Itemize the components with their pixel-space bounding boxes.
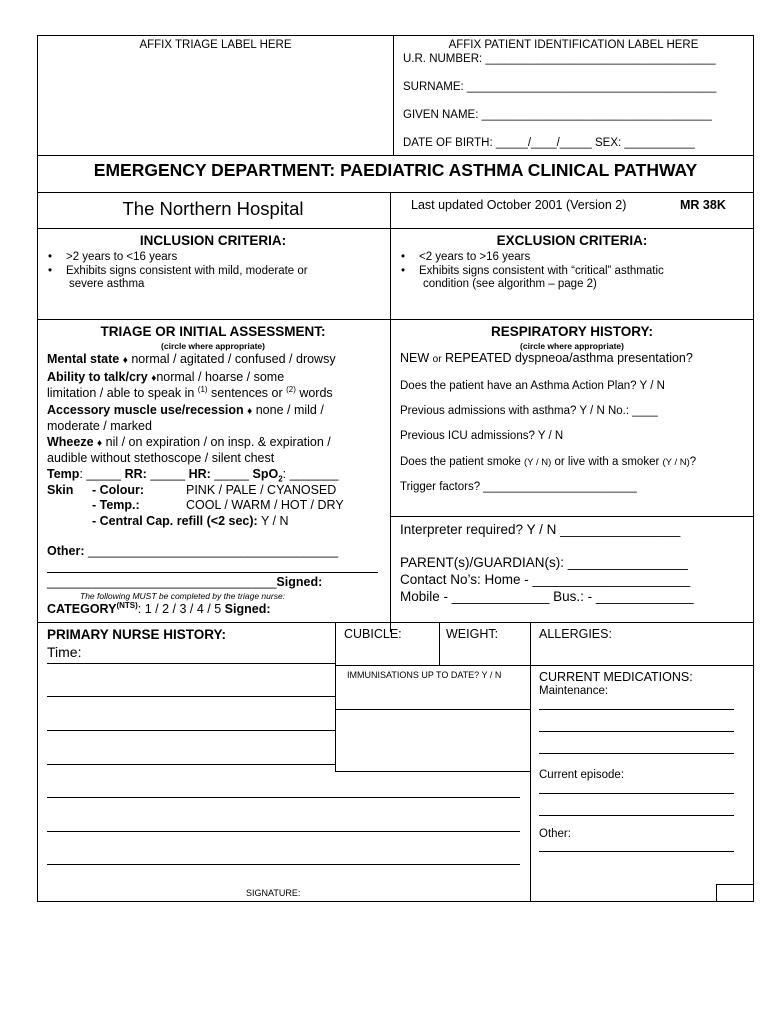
talk-options-text: words <box>295 386 333 401</box>
ur-number-field[interactable]: U.R. NUMBER: ____________________________________ <box>403 53 716 65</box>
weight-label: WEIGHT: <box>446 627 499 641</box>
resp-text: REPEATED dyspneoa/asthma presentation? <box>441 351 693 365</box>
hospital-name: The Northern Hospital <box>122 198 304 219</box>
sign-line: _________________________________ <box>47 575 277 589</box>
inclusion-heading: INCLUSION CRITERIA: <box>139 233 287 248</box>
other-field: ____________________________________ <box>84 544 339 558</box>
accessory-label: Accessory muscle use/recession <box>47 403 244 417</box>
divider <box>390 516 754 517</box>
notes-line[interactable] <box>47 797 520 798</box>
notes-line[interactable] <box>47 696 335 697</box>
skin-temp-options[interactable]: COOL / WARM / HOT / DRY <box>186 498 344 512</box>
divider <box>37 192 754 193</box>
meds-line <box>539 709 734 710</box>
divider <box>37 155 754 156</box>
exclusion-list <box>397 250 747 278</box>
wheeze-options[interactable]: nil / on expiration / on insp. & expiration / <box>102 435 331 449</box>
divider <box>37 228 754 229</box>
nurse-heading: PRIMARY NURSE HISTORY: <box>47 627 227 642</box>
spo2-subscript: 2 <box>278 474 283 484</box>
divider <box>439 622 440 666</box>
resp-text: NEW <box>400 351 433 365</box>
diamond-icon: ♦ <box>122 355 128 366</box>
meds-line <box>539 793 734 794</box>
header-divider <box>393 35 394 155</box>
list-item-continuation: severe asthma <box>69 278 145 290</box>
signed-row[interactable] <box>47 575 322 589</box>
category-label: CATEGORY <box>47 602 117 617</box>
patient-label-title: AFFIX PATIENT IDENTIFICATION LABEL HERE <box>448 39 699 51</box>
skin-temp-label: - Temp.: <box>92 498 140 512</box>
cubicle-label: CUBICLE: <box>344 627 402 641</box>
list-item: • >2 years to <16 years <box>44 250 384 264</box>
exclusion-heading: EXCLUSION CRITERIA: <box>496 233 648 248</box>
cap-refill-label: - Central Cap. refill (<2 sec): <box>92 514 258 528</box>
interpreter-field[interactable]: Interpreter required? Y / N ________________ <box>400 522 681 537</box>
given-name-field[interactable]: GIVEN NAME: ____________________________________ <box>403 109 712 121</box>
talk-options-text: sentences or <box>207 386 287 401</box>
meds-line <box>539 815 734 816</box>
circle-note: (circle where appropriate) <box>520 341 624 351</box>
time-line <box>47 663 335 664</box>
notes-line[interactable] <box>47 864 520 865</box>
resp-text: (Y / N) <box>524 457 552 468</box>
surname-field[interactable]: SURNAME: _______________________________________ <box>403 81 717 93</box>
talk-label: Ability to talk/cry <box>47 370 148 384</box>
wheeze-options-2[interactable]: audible without stethoscope / silent chest <box>47 451 275 465</box>
time-label: Time: <box>47 644 82 660</box>
notes-line[interactable] <box>47 831 520 832</box>
cap-refill-options[interactable]: Y / N <box>260 514 289 528</box>
other-row[interactable] <box>47 544 338 558</box>
cap-refill-row <box>92 514 289 528</box>
talk-row-1 <box>47 370 284 384</box>
last-updated: Last updated October 2001 (Version 2) <box>411 198 627 212</box>
hr-field: _____ <box>210 467 253 481</box>
meds-line <box>539 731 734 732</box>
maintenance-label: Maintenance: <box>539 685 609 697</box>
spo2-field: : _______ <box>282 467 339 481</box>
resp-q-triggers[interactable]: Trigger factors? ________________________ <box>400 481 637 493</box>
superscript: (1) <box>197 385 208 394</box>
resp-q-icu[interactable]: Previous ICU admissions? Y / N <box>400 430 564 442</box>
colour-options[interactable]: PINK / PALE / CYANOSED <box>186 483 337 497</box>
resp-heading: RESPIRATORY HISTORY: <box>490 324 654 339</box>
list-item: • Exhibits signs consistent with mild, moderate or <box>44 264 384 278</box>
meds-line <box>539 851 734 852</box>
rr-label: RR: <box>124 467 147 481</box>
vitals-row[interactable] <box>47 467 338 484</box>
page-title: EMERGENCY DEPARTMENT: PAEDIATRIC ASTHMA CLINICAL PATHWAY <box>93 160 698 180</box>
resp-text: Does the patient smoke <box>400 456 525 468</box>
list-item: • <2 years to >16 years <box>397 250 747 264</box>
talk-row-2[interactable] <box>47 385 333 400</box>
resp-q-action-plan[interactable]: Does the patient have an Asthma Action Plan? Y / N <box>400 380 665 392</box>
allergies-label: ALLERGIES: <box>539 627 612 641</box>
parent-guardian-field[interactable]: PARENT(s)/GUARDIAN(s): ________________ <box>400 555 688 570</box>
resp-q-presentation[interactable] <box>400 351 693 365</box>
other-label: Other: <box>47 544 85 558</box>
resp-q-admissions[interactable]: Previous admissions with asthma? Y / N No.: ____ <box>400 405 658 417</box>
accessory-options[interactable]: none / mild / <box>252 403 324 417</box>
talk-options[interactable]: normal / hoarse / some <box>156 370 285 384</box>
current-episode-label: Current episode: <box>539 769 625 781</box>
category-superscript: (NTS) <box>116 601 138 610</box>
category-options: : 1 / 2 / 3 / 4 / 5 <box>137 602 222 617</box>
wheeze-row-1 <box>47 435 331 449</box>
temp-field: : _____ <box>79 467 122 481</box>
triage-heading: TRIAGE OR INITIAL ASSESSMENT: <box>100 324 326 339</box>
list-item: • Exhibits signs consistent with “critical” asthmatic <box>397 264 747 278</box>
mobile-bus-field[interactable]: Mobile - _____________ Bus.: - _____________ <box>400 589 694 604</box>
divider <box>335 771 530 772</box>
meds-line <box>539 753 734 754</box>
talk-options-text: limitation / able to speak in <box>47 386 198 401</box>
category-signed-label: Signed: <box>224 602 271 617</box>
wheeze-label: Wheeze <box>47 435 94 449</box>
inclusion-list <box>44 250 384 278</box>
mr-code: MR 38K <box>680 198 726 212</box>
divider <box>390 192 391 632</box>
notes-line[interactable] <box>47 730 335 731</box>
resp-text: (Y / N) <box>662 457 690 468</box>
resp-text: or live with a smoker <box>551 456 663 468</box>
must-note: The following MUST be completed by the triage nurse: <box>80 591 286 601</box>
other-line <box>47 572 378 573</box>
dob-sex-field[interactable]: DATE OF BIRTH: _____/____/_____ SEX: ___________ <box>403 137 695 149</box>
divider <box>530 622 531 902</box>
divider <box>335 709 530 710</box>
divider <box>335 622 336 772</box>
resp-text: or <box>432 354 442 365</box>
diamond-icon: ♦ <box>97 438 103 449</box>
triage-label-area: AFFIX TRIAGE LABEL HERE <box>139 39 292 51</box>
divider <box>37 319 754 320</box>
colour-label: - Colour: <box>92 483 145 497</box>
accessory-options-2[interactable]: moderate / marked <box>47 419 152 433</box>
circle-note: (circle where appropriate) <box>161 341 265 351</box>
hr-label: HR: <box>188 467 211 481</box>
mental-state-label: Mental state <box>47 352 120 366</box>
list-item-continuation: condition (see algorithm – page 2) <box>423 278 597 290</box>
category-row[interactable] <box>47 601 271 616</box>
spo2-label: SpO <box>252 467 279 481</box>
superscript: (2) <box>286 385 296 394</box>
notes-line[interactable] <box>47 764 335 765</box>
mental-state-row <box>47 352 336 366</box>
temp-label: Temp <box>47 467 80 481</box>
corner-box <box>716 884 754 902</box>
signature-label: SIGNATURE: <box>246 888 301 898</box>
diamond-icon: ♦ <box>151 373 157 384</box>
current-meds-label: CURRENT MEDICATIONS: <box>539 670 693 684</box>
contact-home-field[interactable]: Contact No’s: Home - _____________________ <box>400 572 691 587</box>
rr-field: _____ <box>146 467 189 481</box>
immunisations-label[interactable]: IMMUNISATIONS UP TO DATE? Y / N <box>347 670 502 680</box>
mental-state-options[interactable]: normal / agitated / confused / drowsy <box>127 352 336 366</box>
divider <box>335 665 754 666</box>
resp-q-smoke[interactable] <box>400 456 696 468</box>
other-meds-label: Other: <box>539 828 571 840</box>
divider <box>37 622 754 623</box>
signed-label: Signed: <box>276 575 323 589</box>
resp-text: ? <box>689 456 697 468</box>
diamond-icon: ♦ <box>247 406 253 417</box>
accessory-row-1 <box>47 403 324 417</box>
skin-label: Skin <box>47 483 74 497</box>
